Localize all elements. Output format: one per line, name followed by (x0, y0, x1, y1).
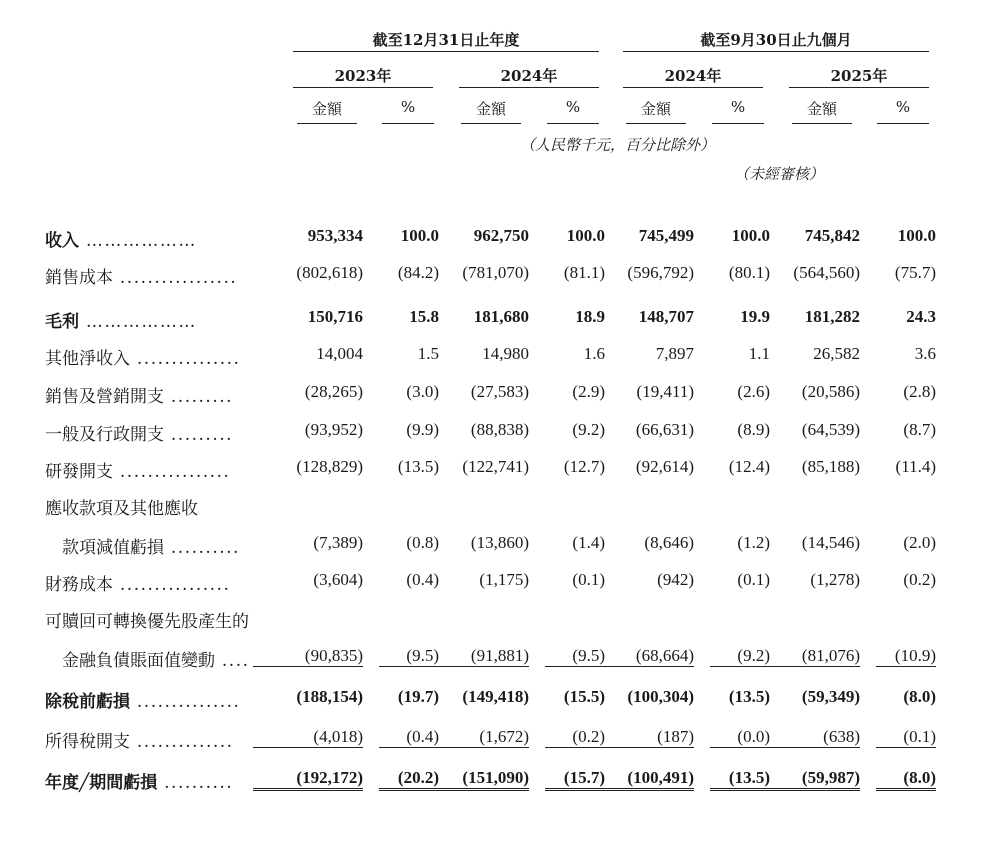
header-year-rule-2024-9m (623, 87, 763, 88)
cell-value: (3,604) (313, 570, 363, 589)
col-pct-2023: % (400, 98, 416, 116)
row-label (62, 646, 250, 671)
cell-value: (19.7) (397, 687, 439, 706)
row-label-text: 款項減值虧損 (62, 538, 164, 558)
cell-value: (2.0) (903, 533, 936, 552)
row-label-leader-dots: ......... (164, 387, 234, 407)
cell-value: (8.0) (903, 687, 936, 706)
cell-value: (84.2) (397, 263, 439, 282)
cell-value: 15.8 (409, 307, 439, 326)
cell-value: (20.2) (379, 768, 439, 791)
header-year-2024-fy: 2024年 (500, 67, 558, 85)
row-label-text: 收入 (45, 231, 79, 251)
row-label-leader-dots: ................ (113, 462, 231, 482)
cell-value: (59,349) (801, 687, 860, 706)
table-row (0, 607, 1000, 637)
cell-value: 150,716 (307, 307, 363, 326)
cell-value: 1.1 (748, 344, 770, 363)
row-label (45, 727, 234, 752)
row-label-text: 財務成本 (45, 575, 113, 595)
header-year-rule-2025 (789, 87, 929, 88)
cell-value: (80.1) (728, 263, 770, 282)
row-label-text: 金融負債賬面值變動 (62, 651, 215, 671)
header-year-2024-9m: 2024年 (664, 67, 722, 85)
cell-value: (0.2) (903, 570, 936, 589)
cell-value: 100.0 (400, 226, 439, 245)
row-label-leader-dots: ............... (130, 692, 241, 712)
cell-value: 19.9 (740, 307, 770, 326)
cell-value: (14,546) (801, 533, 860, 552)
row-label (62, 533, 240, 558)
cell-value: (13,860) (470, 533, 529, 552)
cell-value: (942) (657, 570, 694, 589)
row-label-text: 除稅前虧損 (45, 692, 130, 712)
cell-value: (59,987) (750, 768, 860, 791)
cell-value: (802,618) (296, 263, 363, 282)
table-row (0, 307, 1000, 337)
row-label (45, 307, 197, 332)
col-rule-pct-2023 (382, 123, 434, 124)
col-rule-amount-2024-fy (461, 123, 521, 124)
table-row (0, 344, 1000, 374)
cell-value: (192,172) (253, 768, 363, 791)
cell-value: (91,881) (419, 646, 529, 667)
cell-value: 24.3 (906, 307, 936, 326)
cell-value: 181,282 (804, 307, 860, 326)
cell-value: (0.1) (737, 570, 770, 589)
col-pct-2024-9m: % (730, 98, 746, 116)
cell-value: (0.1) (572, 570, 605, 589)
cell-value: (8.7) (903, 420, 936, 439)
header-group-fiscal-year: 截至12月31日止年度 (372, 31, 520, 49)
cell-value: 18.9 (575, 307, 605, 326)
cell-value: (12.4) (728, 457, 770, 476)
col-rule-amount-2024-9m (626, 123, 686, 124)
cell-value: (0.0) (710, 727, 770, 748)
cell-value: 1.6 (583, 344, 605, 363)
row-label-text: 可贖回可轉換優先股產生的 (45, 612, 249, 632)
cell-value: (1,672) (419, 727, 529, 748)
cell-value: (100,304) (627, 687, 694, 706)
row-label (45, 570, 230, 595)
cell-value: (2.8) (903, 382, 936, 401)
row-label-text: 研發開支 (45, 462, 113, 482)
cell-value: 953,334 (307, 226, 363, 245)
cell-value: (1,175) (479, 570, 529, 589)
cell-value: (85,188) (801, 457, 860, 476)
cell-value: (122,741) (462, 457, 529, 476)
table-row (0, 226, 1000, 256)
table-row (0, 382, 1000, 412)
row-label (45, 687, 240, 712)
table-row (0, 533, 1000, 563)
cell-value: (9.2) (572, 420, 605, 439)
table-row (0, 768, 1000, 798)
cell-value: 14,980 (482, 344, 529, 363)
cell-value: 962,750 (473, 226, 529, 245)
cell-value: (8,646) (644, 533, 694, 552)
cell-value: 14,004 (316, 344, 363, 363)
unaudited-note: （未經審核） (734, 165, 825, 183)
row-label (45, 607, 249, 632)
row-label (45, 382, 233, 407)
row-label-text: 其他淨收入 (45, 349, 130, 369)
cell-value: 100.0 (566, 226, 605, 245)
cell-value: (151,090) (419, 768, 529, 791)
cell-value: (149,418) (462, 687, 529, 706)
table-row (0, 420, 1000, 450)
cell-value: (15.5) (563, 687, 605, 706)
col-amount-2025: 金額 (806, 100, 837, 118)
row-label-leader-dots: .... (215, 651, 250, 671)
row-label (45, 457, 230, 482)
cell-value: (1.2) (737, 533, 770, 552)
cell-value: (81,076) (750, 646, 860, 667)
cell-value: (187) (584, 727, 694, 748)
header-group-rule-fy (293, 51, 599, 52)
row-label-text: 所得稅開支 (45, 732, 130, 752)
row-label-leader-dots: ……………… (79, 231, 197, 251)
cell-value: (64,539) (801, 420, 860, 439)
cell-value: (13.5) (710, 768, 770, 791)
cell-value: (1,278) (810, 570, 860, 589)
cell-value: (10.9) (876, 646, 936, 667)
row-label-leader-dots: ................ (113, 575, 231, 595)
header-year-rule-2024-fy (459, 87, 599, 88)
cell-value: (0.4) (379, 727, 439, 748)
cell-value: (81.1) (563, 263, 605, 282)
cell-value: (75.7) (894, 263, 936, 282)
cell-value: (0.1) (876, 727, 936, 748)
cell-value: (20,586) (801, 382, 860, 401)
cell-value: 100.0 (731, 226, 770, 245)
cell-value: 26,582 (813, 344, 860, 363)
cell-value: (8.9) (737, 420, 770, 439)
row-label (45, 263, 237, 288)
row-label-leader-dots: ............... (130, 349, 241, 369)
row-label-text: 一般及行政開支 (45, 425, 164, 445)
cell-value: 745,499 (638, 226, 694, 245)
cell-value: (1.4) (572, 533, 605, 552)
cell-value: (93,952) (304, 420, 363, 439)
col-rule-pct-2025 (877, 123, 929, 124)
table-row (0, 263, 1000, 293)
cell-value: 1.5 (417, 344, 439, 363)
table-row (0, 570, 1000, 600)
col-amount-2023: 金額 (311, 100, 342, 118)
unit-note: （人民幣千元，百分比除外） (520, 136, 716, 154)
cell-value: (12.7) (563, 457, 605, 476)
col-pct-2024-fy: % (565, 98, 581, 116)
row-label-text: 銷售成本 (45, 268, 113, 288)
row-label-leader-dots: ......... (164, 425, 234, 445)
cell-value: 3.6 (914, 344, 936, 363)
header-group-nine-months: 截至9月30日止九個月 (700, 31, 852, 49)
header-year-2025: 2025年 (830, 67, 888, 85)
table-row (0, 646, 1000, 676)
header-group-rule-9m (623, 51, 929, 52)
cell-value: 181,680 (473, 307, 529, 326)
cell-value: (0.4) (406, 570, 439, 589)
table-row (0, 727, 1000, 757)
cell-value: (128,829) (296, 457, 363, 476)
cell-value: 745,842 (804, 226, 860, 245)
cell-value: (13.5) (397, 457, 439, 476)
row-label (45, 344, 240, 369)
cell-value: (2.6) (737, 382, 770, 401)
col-rule-pct-2024-9m (712, 123, 764, 124)
col-rule-pct-2024-fy (547, 123, 599, 124)
cell-value: (9.2) (710, 646, 770, 667)
col-amount-2024-9m: 金額 (640, 100, 671, 118)
row-label-leader-dots: .............. (130, 732, 234, 752)
cell-value: (0.8) (406, 533, 439, 552)
row-label (45, 768, 233, 793)
cell-value: (7,389) (313, 533, 363, 552)
row-label-text: 銷售及營銷開支 (45, 387, 164, 407)
row-label-leader-dots: ................. (113, 268, 238, 288)
cell-value: (564,560) (793, 263, 860, 282)
cell-value: (90,835) (253, 646, 363, 667)
col-rule-amount-2025 (792, 123, 852, 124)
header-year-2023: 2023年 (334, 67, 392, 85)
cell-value: (188,154) (296, 687, 363, 706)
cell-value: (596,792) (627, 263, 694, 282)
cell-value: (92,614) (635, 457, 694, 476)
cell-value: (2.9) (572, 382, 605, 401)
cell-value: (638) (750, 727, 860, 748)
cell-value: (9.5) (545, 646, 605, 667)
cell-value: 148,707 (638, 307, 694, 326)
row-label-leader-dots: .......... (164, 538, 240, 558)
row-label-text: 毛利 (45, 312, 79, 332)
table-row (0, 457, 1000, 487)
cell-value: (8.0) (876, 768, 936, 791)
cell-value: (13.5) (728, 687, 770, 706)
cell-value: (3.0) (406, 382, 439, 401)
cell-value: (28,265) (304, 382, 363, 401)
row-label-text: 年度╱期間虧損 (45, 773, 158, 793)
header-year-rule-2023 (293, 87, 433, 88)
cell-value: (100,491) (584, 768, 694, 791)
row-label (45, 494, 198, 519)
row-label (45, 226, 197, 251)
cell-value: 100.0 (897, 226, 936, 245)
cell-value: (9.9) (406, 420, 439, 439)
table-row (0, 494, 1000, 524)
row-label (45, 420, 233, 445)
cell-value: (19,411) (636, 382, 694, 401)
cell-value: (66,631) (635, 420, 694, 439)
cell-value: (4,018) (253, 727, 363, 748)
cell-value: (11.4) (895, 457, 936, 476)
cell-value: (0.2) (545, 727, 605, 748)
row-label-leader-dots: ……………… (79, 312, 197, 332)
cell-value: (781,070) (462, 263, 529, 282)
cell-value: (68,664) (584, 646, 694, 667)
cell-value: (88,838) (470, 420, 529, 439)
table-row (0, 687, 1000, 717)
col-pct-2025: % (895, 98, 911, 116)
cell-value: 7,897 (655, 344, 694, 363)
col-amount-2024-fy: 金額 (475, 100, 506, 118)
col-rule-amount-2023 (297, 123, 357, 124)
cell-value: (9.5) (379, 646, 439, 667)
cell-value: (27,583) (470, 382, 529, 401)
row-label-leader-dots: .......... (157, 773, 234, 793)
cell-value: (15.7) (545, 768, 605, 791)
row-label-text: 應收款項及其他應收 (45, 499, 198, 519)
